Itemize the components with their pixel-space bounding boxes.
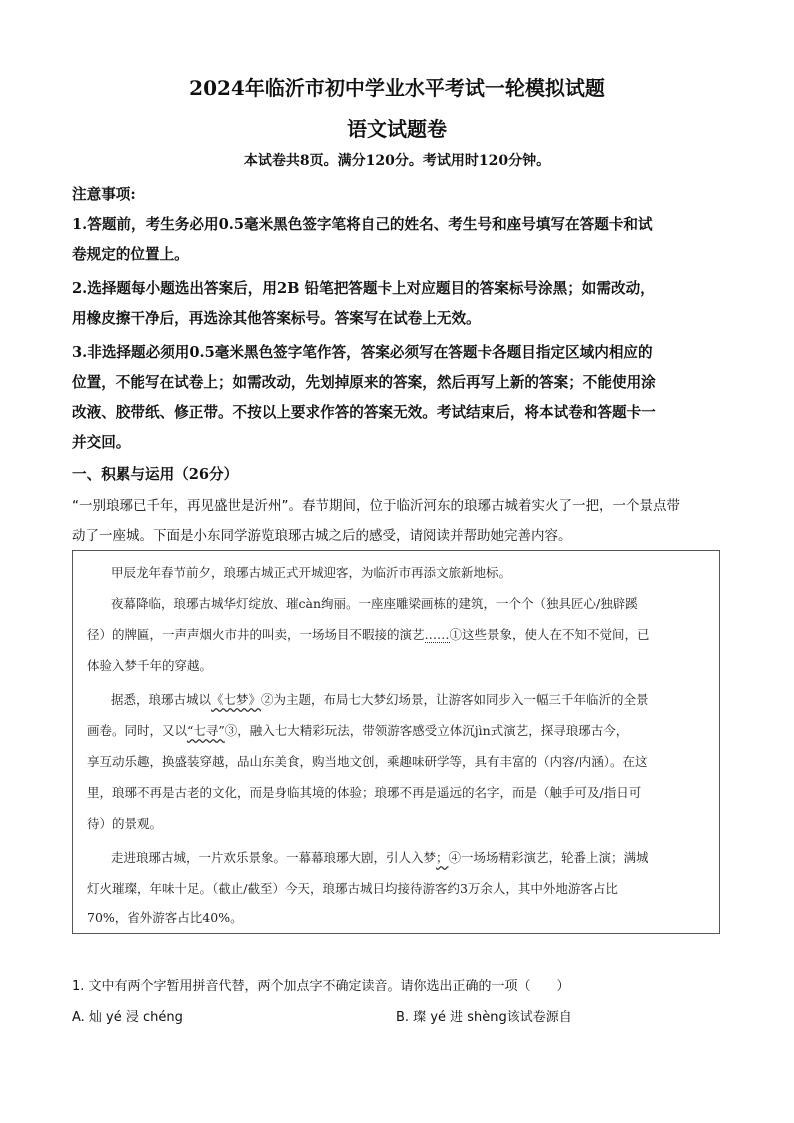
passage-line xyxy=(87,625,650,643)
punctuation-mark: ； xyxy=(436,850,449,865)
passage-text: ①这些景象，使人在不知不觉间，已 xyxy=(449,627,650,642)
reading-passage-box xyxy=(72,550,720,934)
passage-line: 夜幕降临，琅琊古城华灯绽放、璀càn绚丽。一座座雕梁画栋的建筑，一个个（独具匠心/独辟蹊 xyxy=(111,596,638,611)
passage-line xyxy=(111,690,649,708)
exam-title: 2024年临沂市初中学业水平考试一轮模拟试题 xyxy=(189,76,605,100)
section-intro: “一别琅琊已千年，再见盛世是沂州”。春节期间，位于临沂河东的琅琊古城着实火了一把，一个景点带 xyxy=(72,498,680,514)
notes-line: 2.选择题每小题选出答案后，用2B 铅笔把答题卡上对应题目的答案标号涂黑；如需改动， xyxy=(72,280,655,297)
notes-line: 用橡皮擦干净后，再选涂其他答案标号。答案写在试卷上无效。 xyxy=(72,310,481,327)
passage-text: ④一场场精彩演艺，轮番上演；满城 xyxy=(448,850,649,865)
passage-line xyxy=(111,848,649,866)
passage-text: 画卷。同时，又以 xyxy=(87,723,188,738)
book-title-mark: 《七梦》 xyxy=(211,692,262,707)
passage-line: 享互动乐趣，换盛装穿越，品山东美食，购当地文创，乘趣味研学等，具有丰富的（内容/内涵）。在这 xyxy=(87,754,648,769)
passage-line: 里，琅琊不再是古老的文化，而是身临其境的体验；琅琊不再是遥远的名字，而是（触手可及/指日可 xyxy=(87,785,642,800)
passage-text: 径）的牌匾，一声声烟火市井的叫卖，一场场目不暇接的演艺 xyxy=(87,627,425,642)
ellipsis-mark: …… xyxy=(424,627,450,642)
quote-mark: “七寻” xyxy=(187,723,225,738)
passage-line: 待）的景观。 xyxy=(87,816,163,831)
passage-line xyxy=(87,721,628,739)
passage-line: 70%，省外游客占比40%。 xyxy=(87,910,243,925)
section-heading: 一、积累与运用（26分） xyxy=(72,466,239,483)
notes-line: 1.答题前，考生务必用0.5毫米黑色签字笔将自己的姓名、考生号和座号填写在答题卡和试 xyxy=(72,216,653,233)
passage-line: 体验入梦千年的穿越。 xyxy=(87,658,213,673)
option-b: B. 璨 yé 进 shèng该试卷源自 xyxy=(396,1010,572,1025)
passage-text: ③，融入七大精彩玩法，带领游客感受立体沉jìn式演艺，探寻琅琊古今， xyxy=(224,723,629,738)
section-intro: 动了一座城。下面是小东同学游览琅琊古城之后的感受，请阅读并帮助她完善内容。 xyxy=(72,528,572,544)
passage-text: ②为主题，布局七大梦幻场景，让游客如同步入一幅三千年临沂的全景 xyxy=(261,692,649,707)
passage-text: 据悉，琅琊古城以 xyxy=(111,692,212,707)
exam-info: 本试卷共8页。满分120分。考试用时120分钟。 xyxy=(243,153,551,169)
passage-line: 甲辰龙年春节前夕，琅琊古城正式开城迎客，为临沂市再添文旅新地标。 xyxy=(111,565,512,580)
notes-line: 改液、胶带纸、修正带。不按以上要求作答的答案无效。考试结束后，将本试卷和答题卡一 xyxy=(72,404,656,421)
notes-line: 3.非选择题必须用0.5毫米黑色签字笔作答，答案必须写在答题卡各题目指定区域内相应的 xyxy=(72,344,653,361)
exam-subtitle: 语文试题卷 xyxy=(347,117,447,141)
question-stem: 1. 文中有两个字暂用拼音代替，两个加点字不确定读音。请你选出正确的一项（ ） xyxy=(72,979,570,994)
notes-line: 并交回。 xyxy=(72,434,131,451)
passage-line: 灯火璀璨，年味十足。（截止/截至）今天，琅琊古城日均接待游客约3万余人，其中外地游客占比 xyxy=(87,881,618,896)
notes-line: 卷规定的位置上。 xyxy=(72,246,189,263)
notes-line: 位置，不能写在试卷上；如需改动，先划掉原来的答案，然后再写上新的答案；不能使用涂 xyxy=(72,374,656,391)
notes-heading: 注意事项: xyxy=(72,186,136,203)
passage-text: 走进琅琊古城，一片欢乐景象。一幕幕琅琊大剧，引人入梦 xyxy=(111,850,437,865)
option-a: A. 灿 yé 浸 chéng xyxy=(72,1010,183,1025)
